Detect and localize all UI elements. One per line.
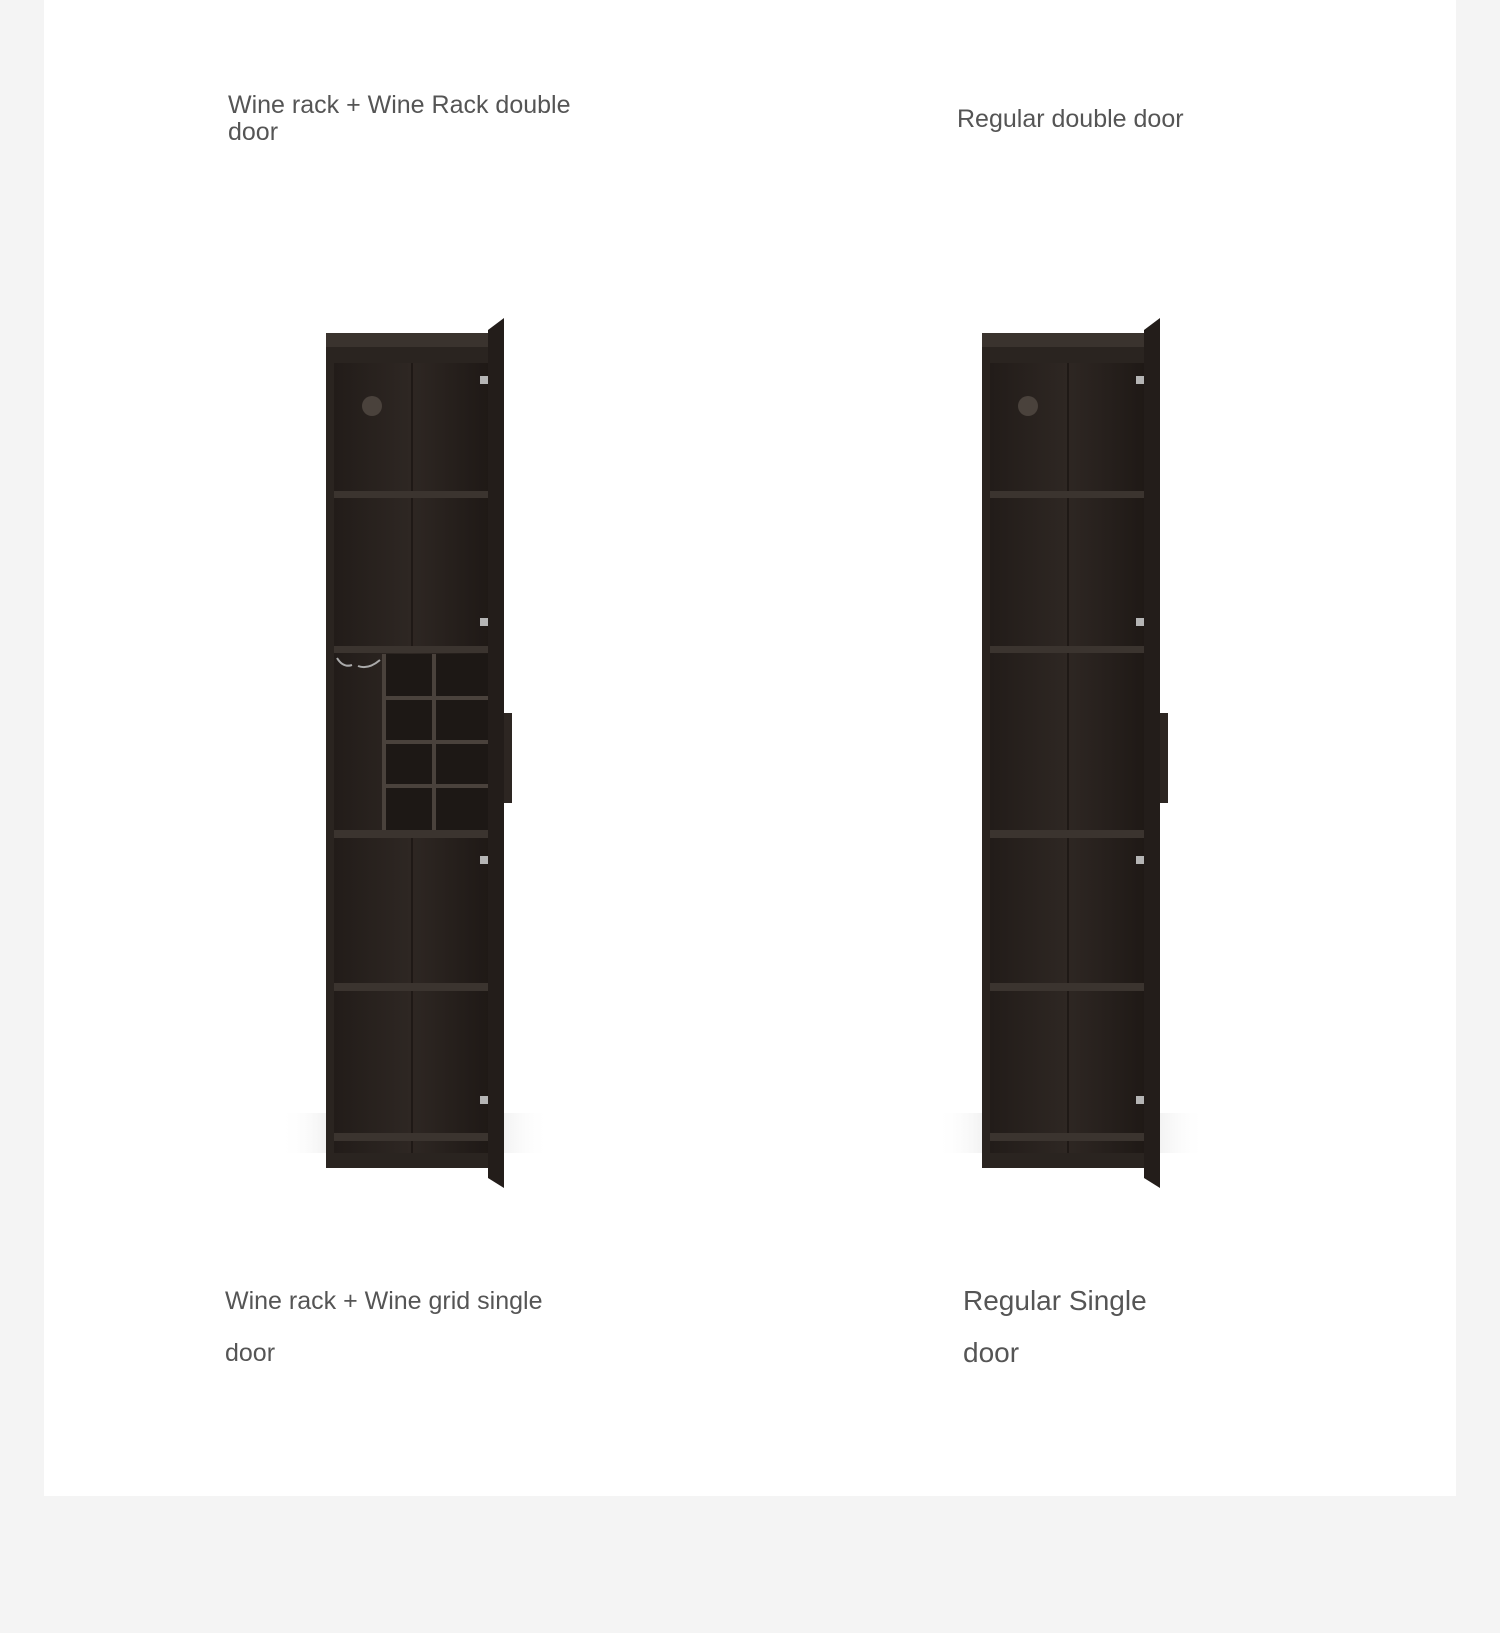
option-label-regular-single-door[interactable]: Regular Single door (963, 1285, 1147, 1368)
option-label-wine-rack-double-door[interactable]: Wine rack + Wine Rack double door (228, 91, 571, 146)
option-label-wine-rack-single-door[interactable]: Wine rack + Wine grid single door (225, 1287, 543, 1367)
regular-cabinet-image (936, 318, 1206, 1188)
option-label-regular-double-door[interactable]: Regular double door (957, 105, 1184, 133)
product-options-panel (44, 0, 1456, 1496)
wine-rack-cabinet-image (280, 318, 550, 1188)
